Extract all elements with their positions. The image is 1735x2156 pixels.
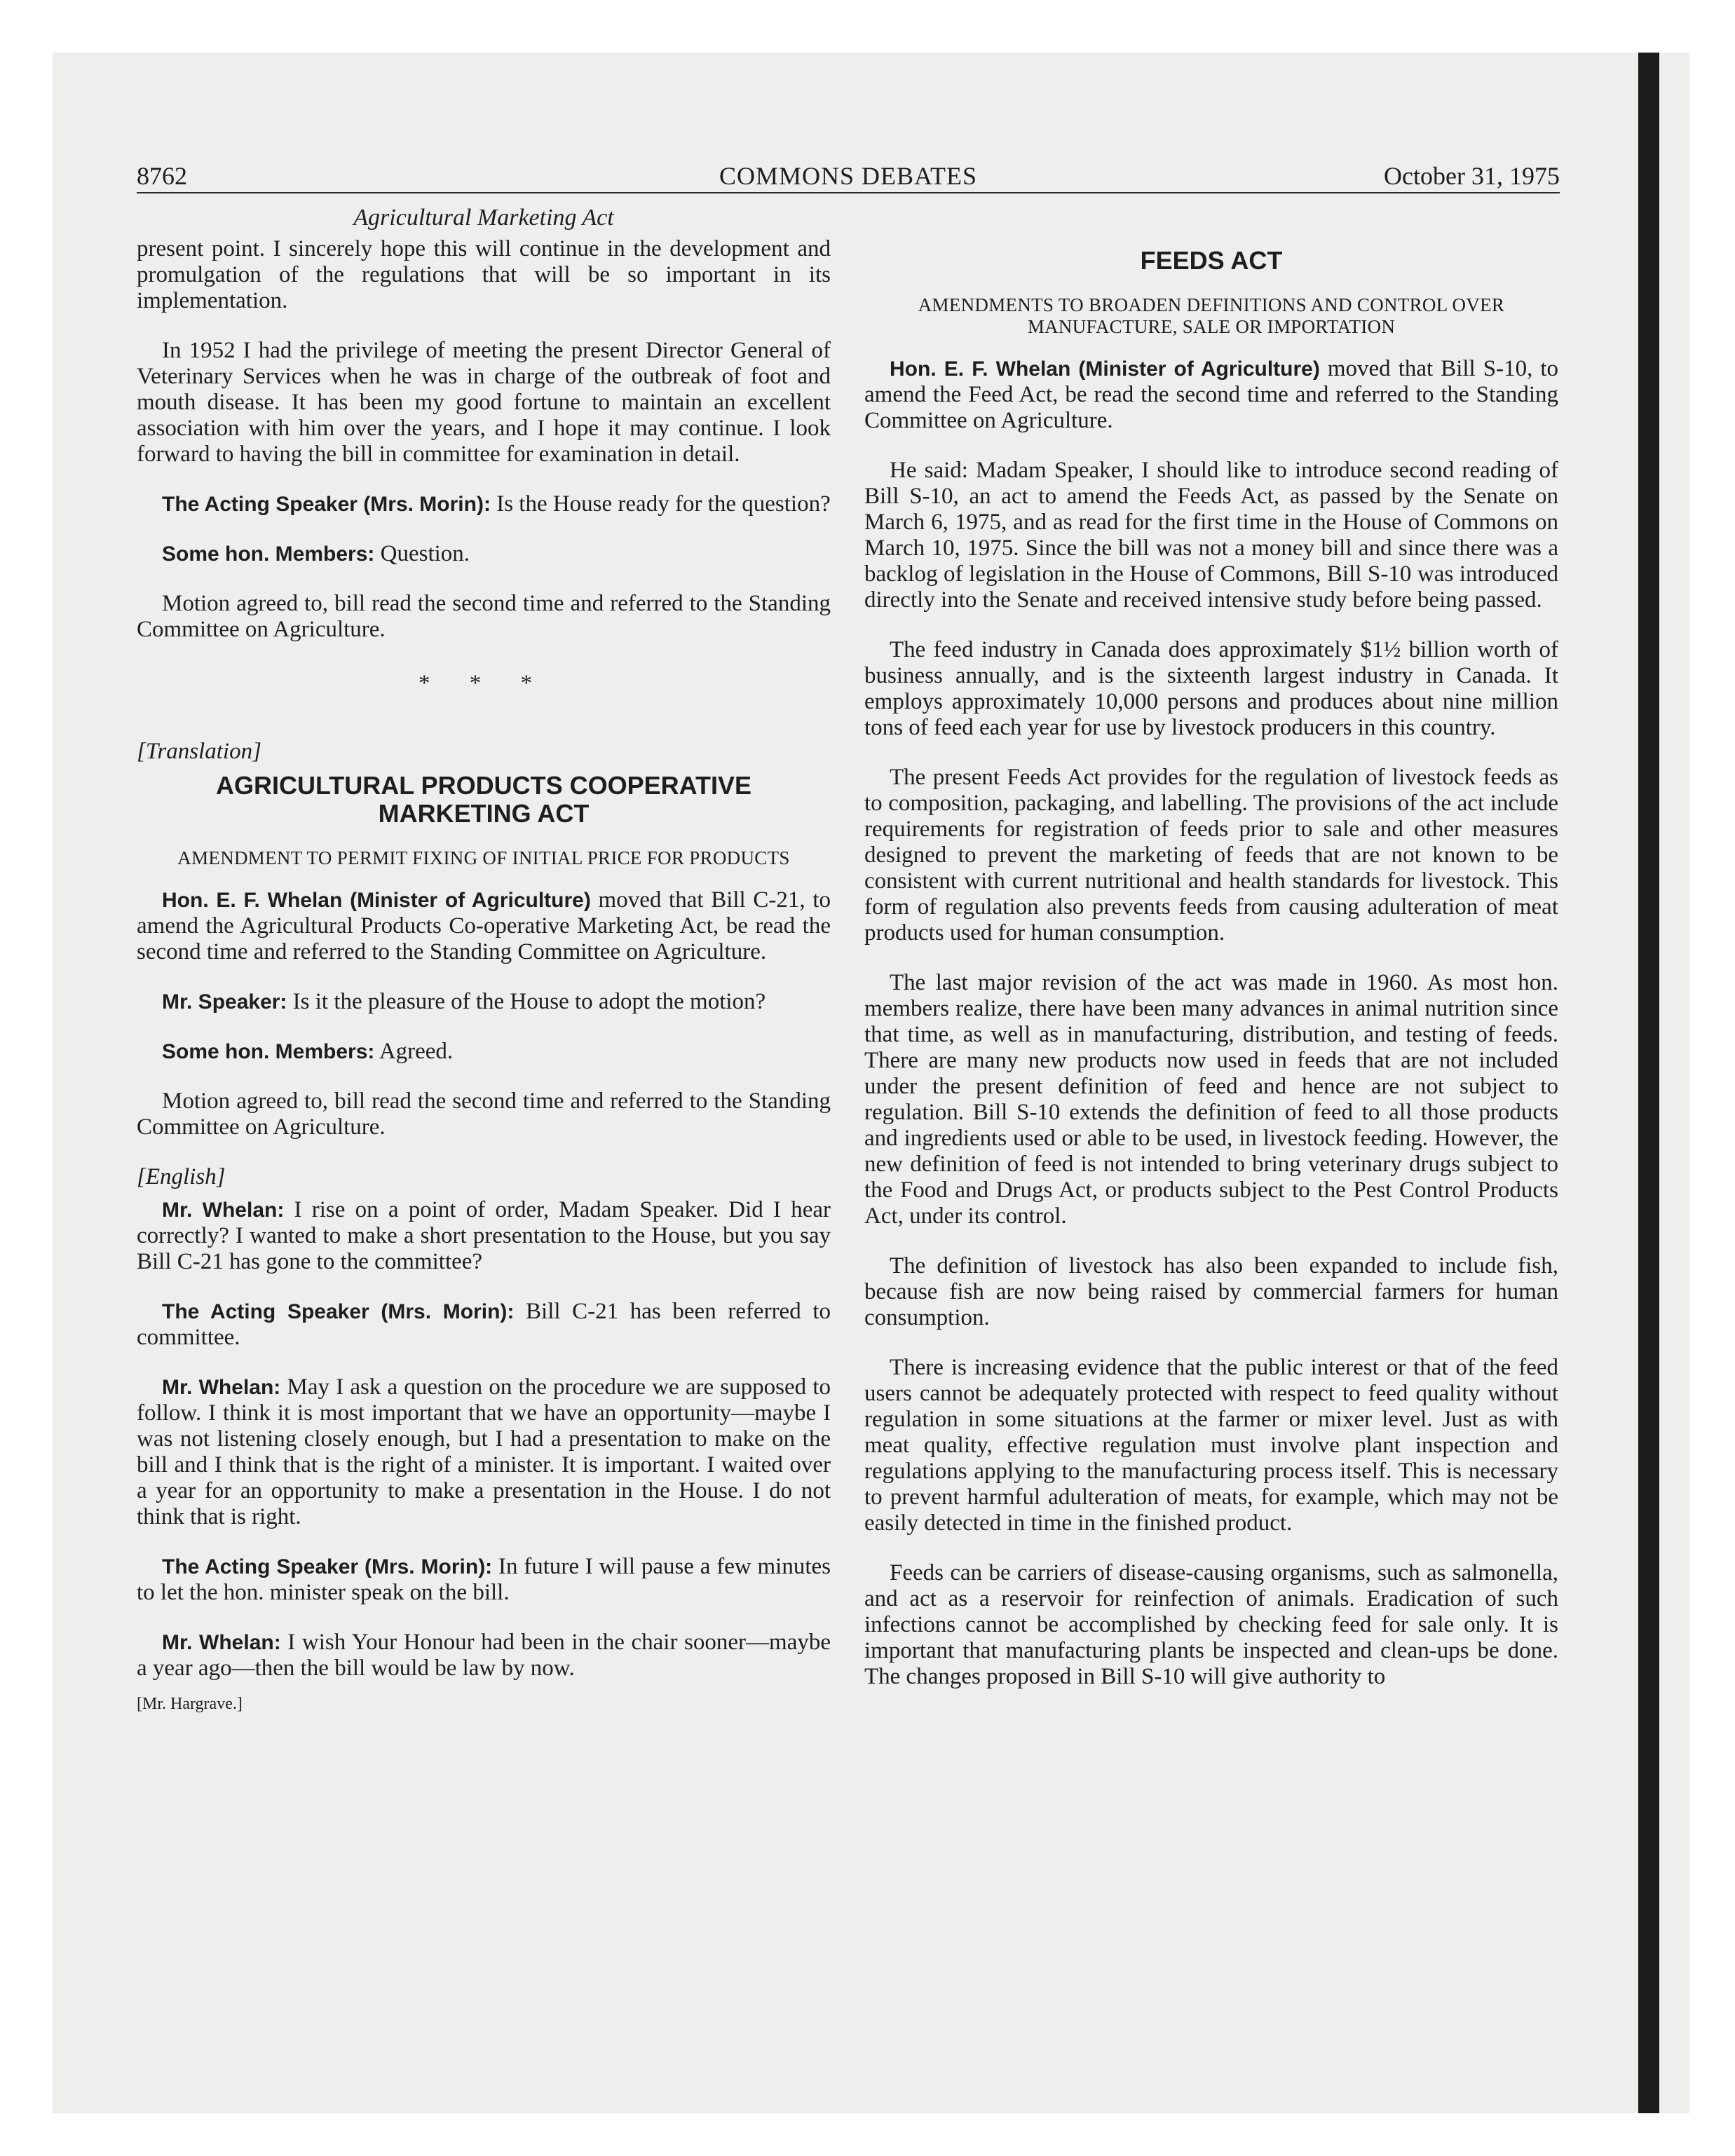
section-heading: FEEDS ACT bbox=[1140, 246, 1283, 275]
language-note: [Translation] bbox=[137, 739, 261, 764]
paragraph: present point. I sincerely hope this will continue in the development and promulgation of the regulations that will be so important in its implementation. bbox=[137, 236, 831, 313]
speech bbox=[137, 1299, 831, 1351]
page-date: October 31, 1975 bbox=[1384, 162, 1560, 190]
speaker-name: Mr. Whelan: bbox=[162, 1199, 285, 1222]
speech-text: I rise on a point of order, Madam Speaker. Did I hear correctly? I wanted to make a short presentation to the House, but you say Bill C-21 has gone to the committee? bbox=[137, 1197, 831, 1274]
speaker-name: Hon. E. F. Whelan (Minister of Agriculture) bbox=[890, 357, 1320, 381]
language-note: [English] bbox=[137, 1164, 226, 1189]
paragraph: In 1952 I had the privilege of meeting the present Director General of Veterinary Services when he was in charge of the outbreak of foot and mouth disease. It has been my good fortune to maintain an excellent association with him over the years, and I hope it may continue. I look forward to having the bill in committee for examination in detail. bbox=[137, 338, 831, 467]
speech bbox=[137, 1197, 831, 1275]
paragraph: The last major revision of the act was made in 1960. As most hon. members realize, there have been many advances in animal nutrition since that time, as well as in manufacturing, distribution, and testing of feeds. There are many new products now used in feeds that are not included under the present definition of feed and hence are not subject to regulation. Bill S-10 extends the definition of feed to all those products and ingredients used or able to be used, in livestock feeding. However, the new definition of feed is not intended to bring veterinary drugs subject to the Food and Drugs Act, or products subject to the Pest Control Products Act, under its control. bbox=[864, 970, 1558, 1229]
publication-title: COMMONS DEBATES bbox=[719, 162, 978, 190]
speaker-name: Hon. E. F. Whelan (Minister of Agriculture) bbox=[162, 889, 591, 912]
speech-text: Agreed. bbox=[374, 1039, 454, 1064]
speaker-name: Mr. Whelan: bbox=[162, 1376, 281, 1399]
section-subheading: AMENDMENTS TO BROADEN DEFINITIONS AND CONTROL OVER MANUFACTURE, SALE OR IMPORTATION bbox=[918, 294, 1505, 337]
section-subheading: AMENDMENT TO PERMIT FIXING OF INITIAL PRICE FOR PRODUCTS bbox=[177, 847, 790, 868]
paragraph: Feeds can be carriers of disease-causing organisms, such as salmonella, and act as a reservoir for reinfection of animals. Eradication of such infections cannot be accomplished by checking feed for sale only. It is important that manufacturing plants be inspected and clean-ups be done. The changes proposed in Bill S-10 will give authority to bbox=[864, 1560, 1558, 1689]
paragraph: The definition of livestock has also been expanded to include fish, because fish are now being raised by commercial farmers for human consumption. bbox=[864, 1253, 1558, 1330]
paragraph: Motion agreed to, bill read the second time and referred to the Standing Committee on Agriculture. bbox=[137, 1089, 831, 1140]
running-head: Agricultural Marketing Act bbox=[353, 205, 614, 231]
speech bbox=[137, 1554, 831, 1606]
speech-text: Is the House ready for the question? bbox=[490, 491, 831, 517]
speaker-name: The Acting Speaker (Mrs. Morin): bbox=[162, 1300, 515, 1323]
speech bbox=[137, 1630, 831, 1681]
speech bbox=[137, 491, 831, 517]
speaker-name: Mr. Speaker: bbox=[162, 990, 287, 1014]
speech-text: Is it the pleasure of the House to adopt the motion? bbox=[287, 989, 766, 1014]
page-header bbox=[137, 160, 1560, 193]
speech-text: moved that Bill S-10, to amend the Feed Act, be read the second time and referred to the Standing Committee on Agriculture. bbox=[864, 356, 1559, 433]
paragraph: There is increasing evidence that the public interest or that of the feed users cannot be adequately protected with respect to feed quality without regulation in some situations at the farmer or mixer level. Just as with meat quality, effective regulation must involve plant inspection and regulations applying to the manufacturing process itself. This is necessary to prevent harmful adulteration of meats, for example, which may not be easily detected in time in the finished product. bbox=[864, 1355, 1558, 1536]
speech-text: Bill C-21 has been referred to committee. bbox=[137, 1299, 831, 1350]
page-number: 8762 bbox=[137, 162, 187, 190]
speech bbox=[137, 989, 831, 1015]
paragraph: Motion agreed to, bill read the second time and referred to the Standing Committee on Agriculture. bbox=[137, 591, 831, 642]
left-column bbox=[137, 205, 831, 1717]
speaker-name: Some hon. Members: bbox=[162, 543, 375, 566]
speech-text: I wish Your Honour had been in the chair sooner—maybe a year ago—then the bill would be law by now. bbox=[137, 1630, 831, 1681]
section-heading: AGRICULTURAL PRODUCTS COOPERATIVE MARKETING ACT bbox=[215, 771, 751, 828]
paragraph: He said: Madam Speaker, I should like to introduce second reading of Bill S-10, an act to amend the Feeds Act, as passed by the Senate on March 6, 1975, and as read for the first time in the House of Commons on March 10, 1975. Since the bill was not a money bill and since there was a backlog of legislation in the House of Commons, Bill S-10 was introduced directly into the Senate and received intensive study before being passed. bbox=[864, 458, 1558, 613]
speech-text: moved that Bill C-21, to amend the Agricultural Products Co-operative Marketing Act, be read the second time and referred to the Standing Committee on Agriculture. bbox=[137, 887, 831, 964]
speaker-name: Some hon. Members: bbox=[162, 1040, 375, 1063]
right-column bbox=[864, 247, 1558, 1714]
speech bbox=[137, 1374, 831, 1530]
speech bbox=[137, 887, 831, 965]
speech bbox=[864, 356, 1558, 434]
paragraph: The present Feeds Act provides for the regulation of livestock feeds as to composition, packaging, and labelling. The provisions of the act include requirements for registration of feeds prior to sale and other measures designed to prevent the marketing of feeds that are not known to be consistent with current nutritional and health standards for livestock. This form of regulation also prevents feeds from causing adulteration of meat products used for human consumption. bbox=[864, 765, 1558, 946]
speech bbox=[137, 541, 831, 567]
speaker-name: The Acting Speaker (Mrs. Morin): bbox=[162, 493, 491, 516]
footer-note: [Mr. Hargrave.] bbox=[137, 1695, 243, 1713]
binding-edge bbox=[1638, 53, 1659, 2113]
paragraph: The feed industry in Canada does approximately $1½ billion worth of business annually, and is the sixteenth largest industry in Canada. It employs approximately 10,000 persons and produces about nine million tons of feed each year for use by livestock producers in this country. bbox=[864, 637, 1558, 740]
speech-text: May I ask a question on the procedure we are supposed to follow. I think it is most important that we have an opportunity—maybe I was not listening closely enough, but I had a presentation to make on the bill and I think that is the right of a minister. It is important. I waited over a year for an opportunity to make a presentation in the House. I do not think that is right. bbox=[137, 1374, 831, 1529]
speech-text: In future I will pause a few minutes to let the hon. minister speak on the bill. bbox=[137, 1554, 831, 1605]
speech-text: Question. bbox=[374, 541, 470, 566]
speaker-name: Mr. Whelan: bbox=[162, 1631, 281, 1654]
section-separator: * * * bbox=[419, 671, 549, 696]
speech bbox=[137, 1039, 831, 1065]
speaker-name: The Acting Speaker (Mrs. Morin): bbox=[162, 1555, 493, 1578]
